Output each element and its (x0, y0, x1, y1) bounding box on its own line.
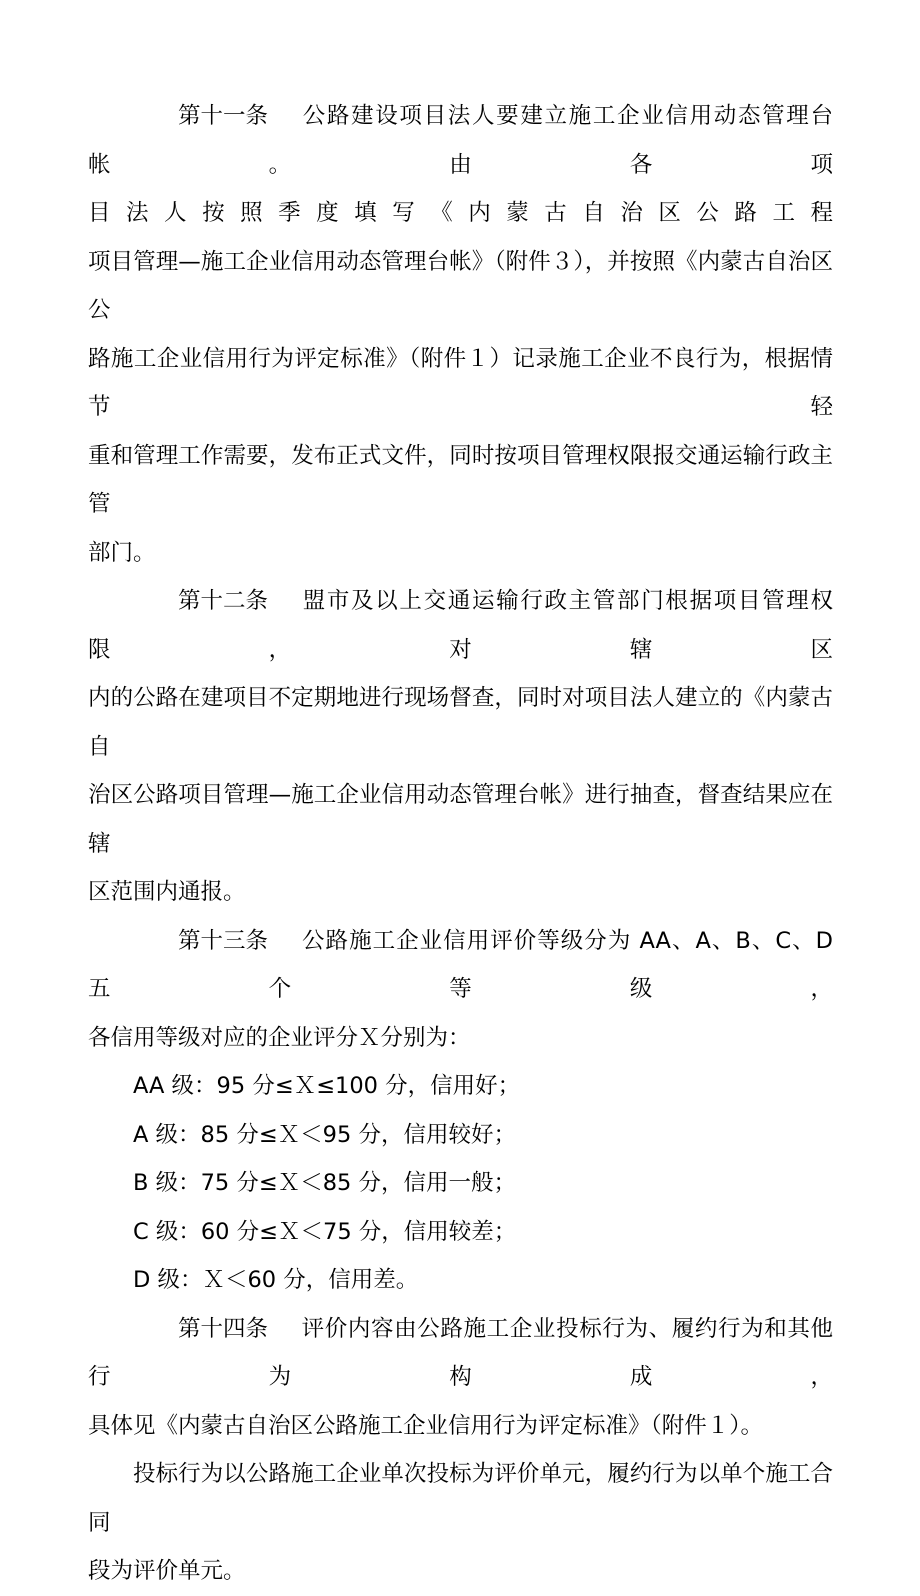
article-12-line-4: 区范围内通报。 (88, 879, 246, 905)
grade-aa: AA 级：95 分≤Ｘ≤100 分，信用好； (133, 1073, 521, 1099)
article-14-line-2: 具体见《内蒙古自治区公路施工企业信用行为评定标准》（附件１）。 (88, 1412, 764, 1439)
article-14 (88, 1305, 833, 1451)
article-12-line-3: 治区公路项目管理—施工企业信用动态管理台帐》进行抽查，督查结果应在辖 (88, 782, 833, 857)
article-14-line-1: 第十四条 评价内容由公路施工企业投标行为、履约行为和其他行为构成， (88, 1305, 833, 1402)
article-11-line-3: 项目管理—施工企业信用动态管理台帐》（附件３），并按照《内蒙古自治区公 (88, 248, 833, 323)
article-14-number: 第十四条 (178, 1315, 269, 1342)
article-11-line-5: 重和管理工作需要，发布正式文件，同时按项目管理权限报交通运输行政主管 (88, 442, 833, 517)
grade-c: C 级：60 分≤Ｘ＜75 分，信用较差； (133, 1218, 517, 1245)
grade-d: D 级：Ｘ＜60 分，信用差。 (133, 1267, 419, 1293)
article-12-line-1: 第十二条 盟市及以上交通运输行政主管部门根据项目管理权限，对辖区 (88, 577, 833, 674)
grade-a: A 级：85 分≤Ｘ＜95 分，信用较好； (133, 1121, 516, 1148)
article-13-number: 第十三条 (178, 927, 269, 954)
article-11-line-2: 目法人按照季度填写《内蒙古自治区公路工程 (88, 200, 833, 226)
article-11-line-6: 部门。 (88, 539, 156, 566)
article-11-line-4: 路施工企业信用行为评定标准》（附件１）记录施工企业不良行为，根据情节轻 (88, 345, 833, 420)
closing-line-2: 段为评价单元。 (88, 1558, 246, 1584)
closing-paragraph (88, 1450, 833, 1596)
article-13 (88, 917, 833, 1063)
article-11-line-1: 第十一条 公路建设项目法人要建立施工企业信用动态管理台帐。由各项 (88, 92, 833, 189)
article-13-line-1: 第十三条 公路施工企业信用评价等级分为 AA、A、B、C、D 五个等级， (88, 917, 833, 1014)
article-12 (88, 577, 833, 917)
article-11 (88, 92, 833, 577)
article-12-number: 第十二条 (178, 588, 269, 614)
article-11-number: 第十一条 (178, 103, 269, 129)
grade-b: B 级：75 分≤Ｘ＜85 分，信用一般； (133, 1170, 517, 1196)
document-body (88, 92, 833, 1596)
closing-line-1: 投标行为以公路施工企业单次投标为评价单元，履约行为以单个施工合同 (88, 1461, 833, 1536)
article-13-line-2: 各信用等级对应的企业评分Ｘ分别为： (88, 1024, 471, 1051)
article-12-line-2: 内的公路在建项目不定期地进行现场督查，同时对项目法人建立的《内蒙古自 (88, 685, 833, 760)
